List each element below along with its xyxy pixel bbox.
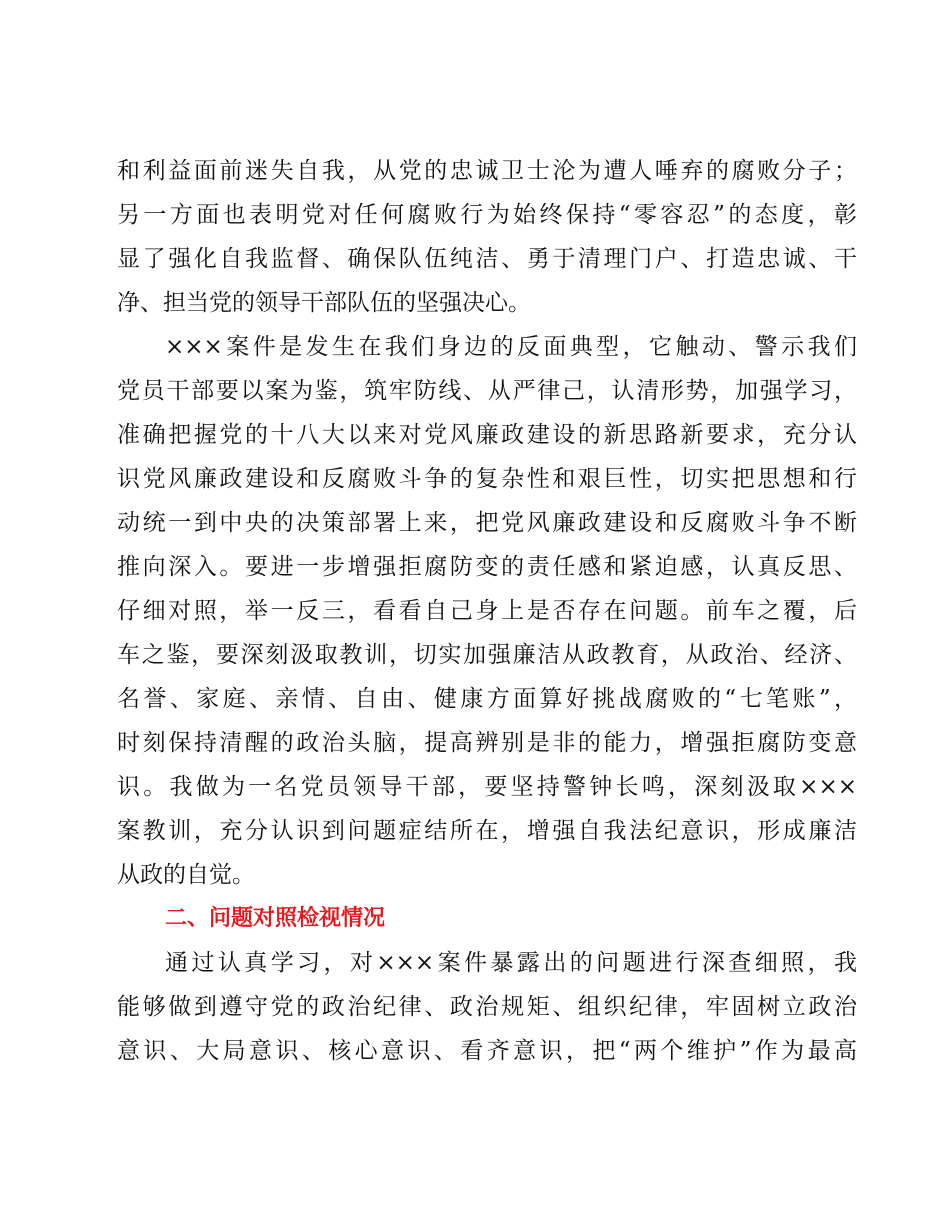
- text-line: 另一方面也表明党对任何腐败行为始终保持“零容忍”的态度，彰: [117, 202, 857, 228]
- text-line: 识党风廉政建设和反腐败斗争的复杂性和艰巨性，切实把思想和行: [117, 466, 857, 492]
- text-line: 能够做到遵守党的政治纪律、政治规矩、组织纪律，牢固树立政治: [117, 994, 857, 1020]
- text-line: 和利益面前迷失自我，从党的忠诚卫士沦为遭人唾弃的腐败分子；: [117, 158, 857, 184]
- text-line: 车之鉴，要深刻汲取教训，切实加强廉洁从政教育，从政治、经济、: [117, 642, 857, 668]
- text-line: 党员干部要以案为鉴，筑牢防线、从严律己，认清形势，加强学习，: [117, 378, 857, 404]
- section-heading: 二、问题对照检视情况: [165, 906, 386, 931]
- paragraph-2: [117, 325, 857, 897]
- text-line: 意识、大局意识、核心意识、看齐意识，把“两个维护”作为最高: [117, 1038, 857, 1064]
- text-line: 时刻保持清醒的政治头脑，提高辨别是非的能力，增强拒腐防变意: [117, 730, 857, 756]
- text-line: ×××案件是发生在我们身边的反面典型，它触动、警示我们: [165, 334, 857, 360]
- text-line: 动统一到中央的决策部署上来，把党风廉政建设和反腐败斗争不断: [117, 510, 857, 536]
- paragraph-3: [117, 941, 857, 1073]
- document-body: [117, 149, 857, 1073]
- text-line: 显了强化自我监督、确保队伍纯洁、勇于清理门户、打造忠诚、干: [117, 246, 857, 272]
- text-line: 净、担当党的领导干部队伍的坚强决心。: [117, 290, 531, 316]
- paragraph-1: [117, 149, 857, 325]
- text-line: 通过认真学习，对×××案件暴露出的问题进行深查细照，我: [165, 950, 857, 976]
- text-line: 仔细对照，举一反三，看看自己身上是否存在问题。前车之覆，后: [117, 598, 857, 624]
- text-line: 从政的自觉。: [117, 862, 255, 888]
- text-line: 案教训，充分认识到问题症结所在，增强自我法纪意识，形成廉洁: [117, 818, 857, 844]
- text-line: 名誉、家庭、亲情、自由、健康方面算好挑战腐败的“七笔账”，: [117, 686, 857, 712]
- text-line: 推向深入。要进一步增强拒腐防变的责任感和紧迫感，认真反思、: [117, 554, 857, 580]
- text-line: 识。我做为一名党员领导干部，要坚持警钟长鸣，深刻汲取×××: [117, 774, 857, 800]
- text-line: 准确把握党的十八大以来对党风廉政建设的新思路新要求，充分认: [117, 422, 857, 448]
